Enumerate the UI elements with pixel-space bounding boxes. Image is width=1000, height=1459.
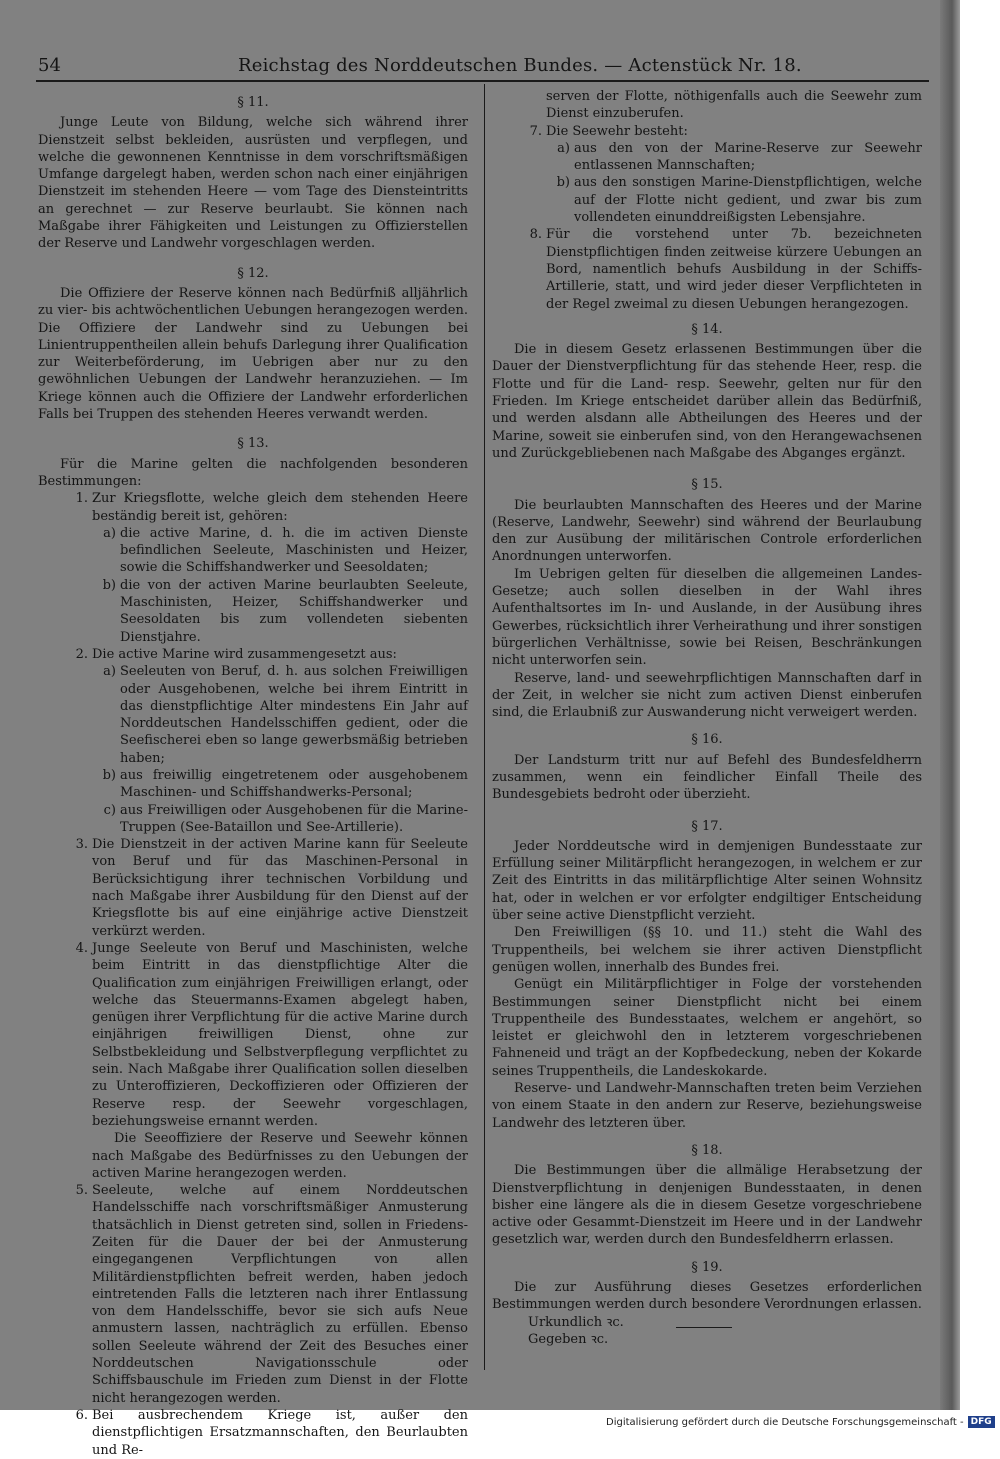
- section-16-text: Der Landsturm tritt nur auf Befehl des Bundesfeldherrn zusammen, wenn ein feindlicher Einfall Theile des Bundesgebiets bedroht oder überzieht.: [492, 752, 922, 803]
- section-heading-12: § 12.: [237, 265, 269, 281]
- section-17-p4: Reserve- und Landwehr-Mannschaften treten beim Verziehen von einem Staate in den andern zur Reserve, beziehungsweise Landwehr des letzteren über.: [492, 1081, 922, 1131]
- list-item: 7. Die Seewehr besteht:: [529, 123, 688, 139]
- section-heading-18: § 18.: [691, 1142, 723, 1158]
- section-17-p1: Jeder Norddeutsche wird in demjenigen Bundesstaate zur Erfüllung seiner Militärpflicht herangezogen, in welchem er zur Zeit des Eintritts in das militärpflichtige Alter seinen Wohnsitz hat, oder in welchen er vor erfolgter endgiltiger Entscheidung über seine active Dienstpflicht verzieht.: [492, 838, 922, 924]
- list-item: 3. Die Dienstzeit in der activen Marine kann für Seeleute von Beruf und für das Maschinen-Personal in Berücksichtigung ihrer technischen Vorbildung und nach Maßgabe ihrer Ausbildung für den Dienst auf der Kriegsflotte bis auf eine einjährige active Dienstzeit verkürzt werden.: [75, 837, 468, 939]
- list-item: b) die von der activen Marine beurlaubten Seeleute, Maschinisten, Heizer, Schiffshandwerker und Seesoldaten bis zum vollendeten siebenten Dienstjahre.: [102, 577, 468, 645]
- footer-text: Digitalisierung gefördert durch die Deutsche Forschungsgemeinschaft -: [606, 1417, 964, 1428]
- running-title: Reichstag des Norddeutschen Bundes. — Actenstück Nr. 18.: [238, 55, 802, 76]
- section-heading-13: § 13.: [237, 436, 269, 452]
- section-heading-11: § 11.: [237, 95, 269, 110]
- digitization-footer: [606, 1414, 992, 1432]
- section-13-list: [38, 490, 468, 1459]
- list-item-continuation: serven der Flotte, nöthigenfalls auch die Seewehr zum Dienst einzuberufen.: [546, 89, 922, 122]
- closing-formula-2: Gegeben ꝛc.: [528, 1331, 609, 1347]
- section-11-text: Junge Leute von Bildung, welche sich während ihrer Dienstzeit selbst bekleiden, ausrüsten und verpflegen, und welche die gewonnenen Kenntnisse in dem vorschriftsmäßigen Umfange dargelegt haben, werden schon nach einer einjährigen Dienstzeit im stehenden Heere — vom Tage des Diensteintritts an gerechnet — zur Reserve beurlaubt. Sie können nach Maßgabe ihrer Fähigkeiten und Leistungen zu Offizierstellen der Reserve und Landwehr vorgeschlagen werden.: [38, 115, 468, 252]
- list-item: a) die active Marine, d. h. die im activen Dienste befindlichen Seeleute, Maschinisten und Heizer, sowie die Schiffshandwerker und Seesoldaten;: [103, 525, 468, 576]
- section-heading-14: § 14.: [691, 321, 723, 337]
- section-13-intro: Für die Marine gelten die nachfolgenden besonderen Bestimmungen:: [38, 456, 468, 489]
- list-item: c) aus Freiwilligen oder Ausgehobenen für die Marine-Truppen (See-Bataillon und See-Artillerie).: [103, 802, 468, 835]
- list-item: b) aus den sonstigen Marine-Dienstpflichtigen, welche auf der Flotte nicht gedient, und zwar bis zum vollendeten einunddreißigsten Lebensjahre.: [556, 175, 922, 226]
- list-item: 6. Bei ausbrechendem Kriege ist, außer den dienstpflichtigen Ersatzmannschaften, den Beurlaubten und Re-: [75, 1407, 468, 1458]
- column-divider: [484, 84, 485, 1370]
- section-18-text: Die Bestimmungen über die allmälige Herabsetzung der Dienstverpflichtung in denjenigen Bundesstaaten, in denen bisher eine längere als die in diesem Gesetze vorgeschriebene active oder Gesammt-Dienstzeit im Heere und in der Landwehr gesetzlich war, werden durch den Bundesfeldherrn erlassen.: [492, 1163, 922, 1248]
- right-column: [492, 88, 922, 1348]
- section-15-p1: Die beurlaubten Mannschaften des Heeres und der Marine (Reserve, Landwehr, Seewehr) sind während der Beurlaubung den zur Ausübung der militärischen Controle erforderlichen Anordnungen unterworfen.: [492, 497, 922, 565]
- list-item: 8. Für die vorstehend unter 7b. bezeichneten Dienstpflichtigen finden zeitweise kürzere Uebungen an Bord, namentlich behufs Ausbildung in der Schiffs-Artillerie, statt, und wird jeder dieser Verpflichteten in der Regel zweimal zu diesen Uebungen herangezogen.: [529, 227, 922, 312]
- section-heading-16: § 16.: [691, 732, 723, 748]
- list-item: 5. Seeleute, welche auf einem Norddeutschen Handelsschiffe nach vorschriftsmäßiger Anmusterung thatsächlich in Dienst getreten sind, sollen in Friedens-Zeiten für die Dauer der bei der Anmusterung eingegangenen Verpflichtungen von allen Militärdienstpflichten befreit werden, haben jedoch eintretenden Falls die letzteren nach ihrer Entlassung von dem Handelsschiffe, bevor sie sich aufs Neue anmustern lassen, nachträglich zu erfüllen. Ebenso sollen Seeleute während der Zeit des Besuches einer Norddeutschen Navigationsschule oder Schiffsbauschule im Frieden zum Dienst in der Flotte nicht herangezogen werden.: [75, 1183, 468, 1406]
- section-heading-15: § 15.: [691, 477, 723, 493]
- list-item: b) aus freiwillig eingetretenem oder ausgehobenem Maschinen- und Schiffshandwerks-Personal;: [102, 767, 468, 801]
- list-item: a) Seeleuten von Beruf, d. h. aus solchen Freiwilligen oder Ausgehobenen, welche bei ihrem Eintritt in das dienstpflichtige Alter mindestens Ein Jahr auf Norddeutschen Handelsschiffen gedient, oder die Seefischerei eben so lange gewerbsmäßig betrieben haben;: [103, 664, 468, 766]
- section-19-text: Die zur Ausführung dieses Gesetzes erforderlichen Bestimmungen werden durch besondere Verordnungen erlassen.: [492, 1280, 922, 1313]
- closing-formula-1: Urkundlich ꝛc.: [528, 1314, 624, 1330]
- section-17-p2: Den Freiwilligen (§§ 10. und 11.) steht die Wahl des Truppentheils, bei welchem sie ihrer activen Dienstpflicht genügen wollen, innerhalb des Bundes frei.: [492, 925, 922, 975]
- page-header: [38, 52, 928, 80]
- list-item: Die Seeoffiziere der Reserve und Seewehr können nach Maßgabe des Bedürfnisses zu den Uebungen der activen Marine herangezogen werden.: [92, 1131, 468, 1181]
- dfg-logo-icon: DFG: [968, 1416, 995, 1428]
- list-item: 1. Zur Kriegsflotte, welche gleich dem stehenden Heere beständig bereit ist, gehören:: [75, 491, 468, 524]
- page-number: 54: [38, 55, 61, 76]
- list-item: 4. Junge Seeleute von Beruf und Maschinisten, welche beim Eintritt in das dienstpflichtige Alter die Qualification zum einjährigen Freiwilligen erlangt, oder welche das Steuermanns-Examen abgelegt haben, genügen ihrer Verpflichtung für die active Marine durch einjährigen freiwilligen Dienst, ohne zur Selbstbekleidung und Selbstverpflegung verpflichtet zu sein. Nach Maßgabe ihrer Qualification sollen dieselben zu Unteroffizieren, Deckoffizieren oder Offizieren der Reserve resp. der Seewehr vorgeschlagen, beziehungsweise ernannt werden.: [75, 940, 468, 1129]
- section-15-p2: Im Uebrigen gelten für dieselben die allgemeinen Landes-Gesetze; auch sollen dieselben in der Wahl ihres Aufenthaltsortes im In- und Auslande, in der Ausübung ihres Gewerbes, rücksichtlich ihrer Verheirathung und ihrer sonstigen bürgerlichen Verhältnisse, sowie bei Reisen, Beschränkungen nicht unterworfen sein.: [492, 566, 922, 669]
- left-column: [38, 88, 468, 1459]
- section-heading-19: § 19.: [691, 1259, 723, 1275]
- header-rule: [36, 80, 929, 82]
- section-heading-17: § 17.: [691, 818, 723, 834]
- section-14-text: Die in diesem Gesetz erlassenen Bestimmungen über die Dauer der Dienstverpflichtung für das stehende Heer, resp. die Flotte und für die Land- resp. Seewehr, gelten nur für den Frieden. Im Kriege entscheidet darüber allein das Bedürfniß, und werden alsdann alle Abtheilungen des Heeres und der Marine, soweit sie einberufen sind, von den Herangewachsenen und Zurückgebliebenen nach Maßgabe des Abganges ergänzt.: [492, 342, 922, 461]
- list-item: 2. Die active Marine wird zusammengesetzt aus:: [75, 646, 397, 662]
- end-rule: [676, 1327, 732, 1328]
- section-15-p3: Reserve, land- und seewehrpflichtigen Mannschaften darf in der Zeit, in welcher sie nicht zum activen Dienst einberufen sind, die Erlaubniß zur Auswanderung nicht verweigert werden.: [492, 670, 922, 721]
- page-edge-shadow: [940, 0, 960, 1410]
- section-12-text: Die Offiziere der Reserve können nach Bedürfniß alljährlich zu vier- bis achtwöchentlichen Uebungen herangezogen werden. Die Offiziere der Landwehr sind zu Uebungen bei Linientruppentheilen allein behufs Darlegung ihrer Qualification zur Weiterbeförderung, im Uebrigen aber nur zu den gewöhnlichen Uebungen der Landwehr heranzuziehen. — Im Kriege können auch die Offiziere der Landwehr erforderlichen Falls bei Truppen des stehenden Heeres verwandt werden.: [38, 285, 468, 423]
- section-17-p3: Genügt ein Militärpflichtiger in Folge der vorstehenden Bestimmungen seiner Dienstpflicht nicht bei einem Truppentheile des Bundesstaates, welchem er angehört, so leistet er gleichwohl den in letzterem vorgeschriebenen Fahneneid und trägt an der Kopfbedeckung, neben der Kokarde seines Truppentheils, die Landeskokarde.: [492, 977, 922, 1079]
- list-item: a) aus den von der Marine-Reserve zur Seewehr entlassenen Mannschaften;: [557, 140, 922, 174]
